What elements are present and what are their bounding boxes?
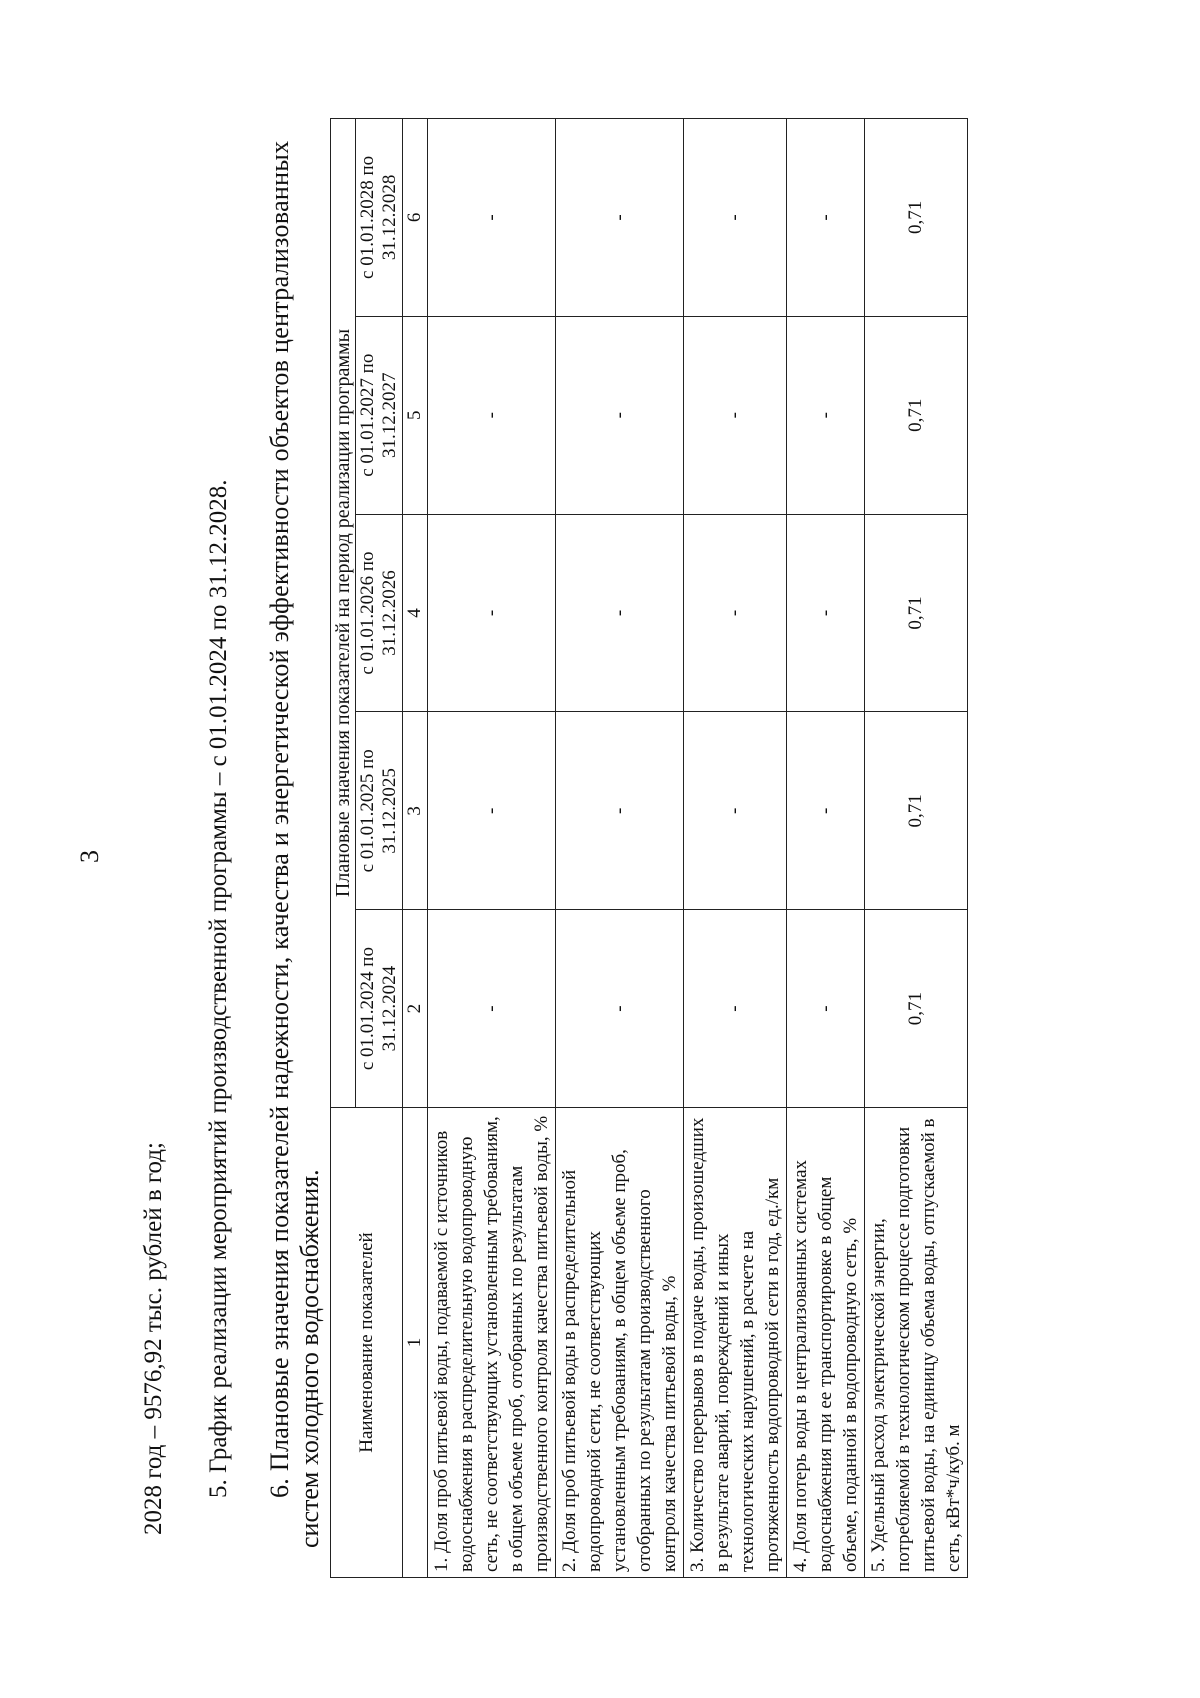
indicator-value: -: [556, 712, 684, 910]
section5-text: 5. График реализации мероприятий производственной программы – с 01.01.2024 по 31.12.2028.: [205, 479, 232, 1498]
indicator-value: -: [428, 514, 556, 712]
indicator-value: -: [684, 119, 787, 317]
indicator-value: 0,71: [865, 712, 968, 910]
column-number: 6: [403, 119, 428, 317]
column-number: 2: [403, 910, 428, 1108]
table-group-header-row: [331, 119, 356, 1578]
page-number: 3: [75, 850, 104, 863]
period-header: с 01.01.2027 по 31.12.2027: [356, 316, 403, 514]
indicator-value: -: [428, 119, 556, 317]
intro-line: 2028 год – 9576,92 тыс. рублей в год;: [140, 1142, 167, 1535]
indicator-value: -: [787, 119, 865, 317]
indicator-name: 1. Доля проб питьевой воды, подаваемой с источников водоснабжения в распределительную водопроводную сеть, не соответствующих установленным требованиям, в общем объеме проб, отобранных по результатам производственного контроля качества питьевой воды, %: [428, 1108, 556, 1578]
column-number: 5: [403, 316, 428, 514]
indicator-value: -: [787, 712, 865, 910]
indicator-value: -: [556, 514, 684, 712]
column-number-row: [403, 119, 428, 1578]
indicator-value: 0,71: [865, 514, 968, 712]
indicator-value: -: [684, 712, 787, 910]
indicator-value: -: [556, 119, 684, 317]
column-number: 1: [403, 1108, 428, 1578]
indicator-name: 2. Доля проб питьевой воды в распределительной водопроводной сети, не соответствующих установленным требованиям, в общем объеме проб, отобранных по результатам производственного контроля качества питьевой воды, %: [556, 1108, 684, 1578]
period-header: с 01.01.2026 по 31.12.2026: [356, 514, 403, 712]
indicator-value: -: [787, 316, 865, 514]
section6-heading: 6. Плановые значения показателей надежности, качества и энергетической эффективности объектов централизованных: [265, 140, 294, 1498]
indicator-value: -: [428, 910, 556, 1108]
table-row: [684, 119, 787, 1578]
indicator-value: -: [684, 316, 787, 514]
indicator-value: -: [428, 712, 556, 910]
name-column-header: Наименование показателей: [331, 1108, 403, 1578]
indicator-value: -: [787, 514, 865, 712]
indicators-table: [330, 118, 968, 1578]
section6-heading-cont: систем холодного водоснабжения.: [295, 1169, 324, 1548]
indicator-value: -: [428, 316, 556, 514]
indicator-value: 0,71: [865, 910, 968, 1108]
indicator-value: -: [556, 910, 684, 1108]
table-row: [865, 119, 968, 1578]
indicator-value: -: [556, 316, 684, 514]
indicator-value: 0,71: [865, 316, 968, 514]
indicator-name: 5. Удельный расход электрической энергии, потребляемой в технологическом процессе подготовки питьевой воды, на единицу объема воды, отпускаемой в сеть, кВт*ч/куб. м: [865, 1108, 968, 1578]
period-header: с 01.01.2028 по 31.12.2028: [356, 119, 403, 317]
indicator-value: 0,71: [865, 119, 968, 317]
table-row: [556, 119, 684, 1578]
table-row: [787, 119, 865, 1578]
indicator-value: -: [787, 910, 865, 1108]
indicator-name: 3. Количество перерывов в подаче воды, произошедших в результате аварий, повреждений и иных технологических нарушений, в расчете на протяженность водопроводной сети в год, ед./км: [684, 1108, 787, 1578]
column-number: 4: [403, 514, 428, 712]
table-row: [428, 119, 556, 1578]
period-header: с 01.01.2025 по 31.12.2025: [356, 712, 403, 910]
indicator-name: 4. Доля потерь воды в централизованных системах водоснабжения при ее транспортировке в общем объеме, поданной в водопроводную сеть, %: [787, 1108, 865, 1578]
indicator-value: -: [684, 910, 787, 1108]
period-header: с 01.01.2024 по 31.12.2024: [356, 910, 403, 1108]
indicator-value: -: [684, 514, 787, 712]
period-group-header: Плановые значения показателей на период реализации программы: [331, 119, 356, 1108]
column-number: 3: [403, 712, 428, 910]
